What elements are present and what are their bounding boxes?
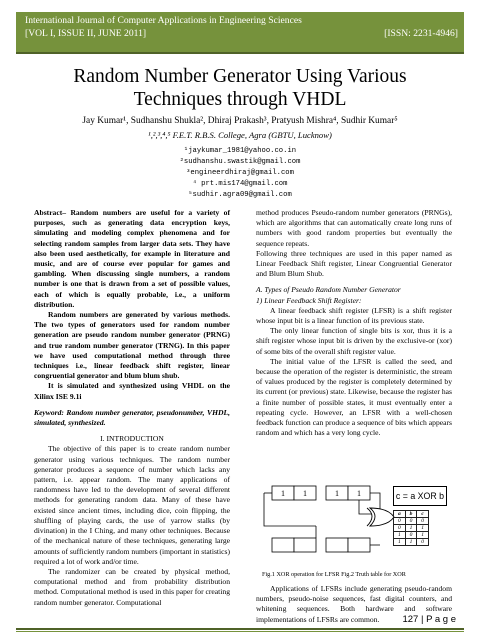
right-paragraph-4: The only linear function of single bits is xor, thus it is a shift register whose input bit is driven by the exclusive-or (xor) of some bits of the overall shift register value. [256, 326, 452, 356]
register-bit: 1 [303, 489, 307, 498]
abstract-paragraph-1: Abstract– Random numbers are useful for a variety of purposes, such as generating data encryption keys, simulating and modeling complex phenomena and for selecting random samples from larger data sets. They have also been used aesthetically, for example in literature and music, and are of course ever popular for games and gambling. When discussing single numbers, a random number is one that is drawn from a set of possible values, each of which is equally probable, i.e., a uniform distribution. [34, 208, 230, 309]
paper-title-line-2: Techniques through VHDL [133, 89, 347, 110]
keywords: Keyword: Random number generator, pseudonumber, VHDL, simulated, synthesized. [34, 407, 230, 428]
subsection-1-heading: 1) Linear Feedback Shift Register: [256, 295, 362, 305]
journal-header-banner [16, 12, 464, 52]
truth-cell: 1 [417, 532, 429, 539]
subsection-a-heading: A. Types of Pseudo Random Number Generator [256, 285, 401, 295]
feedback-wires [264, 493, 388, 545]
right-paragraph-2: Following three techniques are used in this paper named as Linear Feedback Shift register, Linear Congruential Generator and Blum Blum Shub. [256, 248, 452, 279]
truth-cell: 0 [394, 525, 406, 532]
truth-cell: 1 [394, 532, 406, 539]
figure-caption: Fig.1 XOR operation for LFSR Fig.2 Truth table for XOR [262, 571, 406, 578]
right-paragraph-6: Applications of LFSRs include generating pseudo-random numbers, pseudo-noise sequences, fast digital counters, and whitening sequences. Both hardware and software implementations of LFSRs are common. [256, 584, 452, 624]
truth-header-row [394, 511, 429, 518]
truth-cell: 0 [405, 518, 417, 525]
truth-row [394, 525, 429, 532]
xor-truth-table [393, 510, 429, 546]
author-list: Jay Kumar¹, Sudhanshu Shukla², Dhiraj Prakash³, Pratyush Mishra⁴, Sudhir Kumar⁵ [82, 116, 398, 126]
journal-title: International Journal of Computer Applications in Engineering Sciences [25, 15, 302, 26]
right-paragraph-3: A linear feedback shift register (LFSR) is a shift register whose input bit is a linear function of its previous state. [256, 305, 452, 326]
truth-cell: 0 [417, 539, 429, 546]
truth-cell: 1 [405, 539, 417, 546]
truth-row [394, 518, 429, 525]
footer-rule-thin [16, 631, 464, 632]
truth-row [394, 532, 429, 539]
truth-header-cell: a [394, 511, 406, 518]
intro-paragraph-2: The randomizer can be created by physical method, computational method and from probability distribution method. Computational method is used in this paper for creating random number generator. Computational [34, 566, 230, 607]
email-3[interactable]: ³engineerdhiraj@gmail.com [186, 169, 294, 177]
email-2[interactable]: ²sudhanshu.swastik@gmail.com [179, 158, 301, 166]
right-paragraph-1: method produces Pseudo-random number generators (PRNGs), which are algorithms that can automatically create long runs of numbers with good random properties but eventually the sequence repeats. [256, 208, 452, 248]
page-number: 127 | P a g e [402, 614, 456, 625]
abstract-paragraph-3: It is simulated and synthesized using VHDL on the Xilinx ISE 9.1i [34, 381, 230, 401]
truth-cell: 0 [394, 518, 406, 525]
abstract-paragraph-2: Random numbers are generated by various methods. The two types of generators used for random number generation are pseudo random number generator (PRNG) and true random number generator (TRNG). In this paper we have used computational method through three techniques i.e., linear feedback shift register, linear congruential generator and blum blum shub. [34, 310, 230, 381]
truth-cell: 0 [417, 518, 429, 525]
truth-cell: 0 [405, 532, 417, 539]
affiliation: ¹,²,³,⁴,⁵ F.E.T. R.B.S. College, Agra (GBTU, Lucknow) [148, 130, 332, 140]
register-bit: 1 [357, 489, 361, 498]
email-list [0, 146, 480, 201]
email-1[interactable]: ¹jaykumar_1981@yahoo.co.in [183, 147, 297, 155]
header-rule [16, 52, 464, 54]
section-heading-introduction: I. INTRODUCTION [100, 434, 164, 444]
truth-row [394, 539, 429, 546]
right-paragraph-5: The initial value of the LFSR is called the seed, and because the operation of the register is deterministic, the stream of values produced by the register is completely determined by its current (or previous) state. Likewise, because the register has a finite number of possible states, it must eventually enter a repeating cycle. However, an LFSR with a well-chosen feedback function can produce a sequence of bits which appears random and which has a very long cycle. [256, 356, 452, 438]
truth-cell: 1 [405, 525, 417, 532]
email-5[interactable]: ⁵sudhir.agra09@gmail.com [188, 191, 292, 199]
volume-issue: [VOL I, ISSUE II, JUNE 2011] [25, 28, 147, 39]
left-column [34, 208, 230, 608]
xor-gate-icon [367, 508, 394, 526]
email-4[interactable]: ⁴ prt.mis174@gmail.com [192, 180, 288, 188]
truth-cell: 1 [417, 525, 429, 532]
shift-register [272, 486, 370, 500]
truth-cell: 1 [394, 539, 406, 546]
intro-paragraph-1: The objective of this paper is to create random number generator using various techniques. The random number generator produces a sequence of number which lacks any pattern, i.e. appear random. The many applications of randomness have led to the development of several different methods for generating random data. Many of these have existed since ancient times, including dice, coin flipping, the shuffling of playing cards, the use of yarrow stalks (by divination) in the I Ching, and many other techniques. Because of the mechanical nature of these techniques, generating large amounts of sufficiently random numbers (important in statistics) required a lot of work and/or time. [34, 444, 230, 566]
issn: [ISSN: 2231-4946] [384, 28, 458, 39]
footer-rule [16, 628, 464, 630]
truth-header-cell: c [417, 511, 429, 518]
right-column [256, 208, 452, 438]
paper-title-line-1: Random Number Generator Using Various [73, 66, 407, 87]
xor-formula-box: c = a XOR b [393, 486, 447, 506]
register-bit: 1 [281, 489, 285, 498]
truth-header-cell: b [405, 511, 417, 518]
register-bit: 1 [335, 489, 339, 498]
